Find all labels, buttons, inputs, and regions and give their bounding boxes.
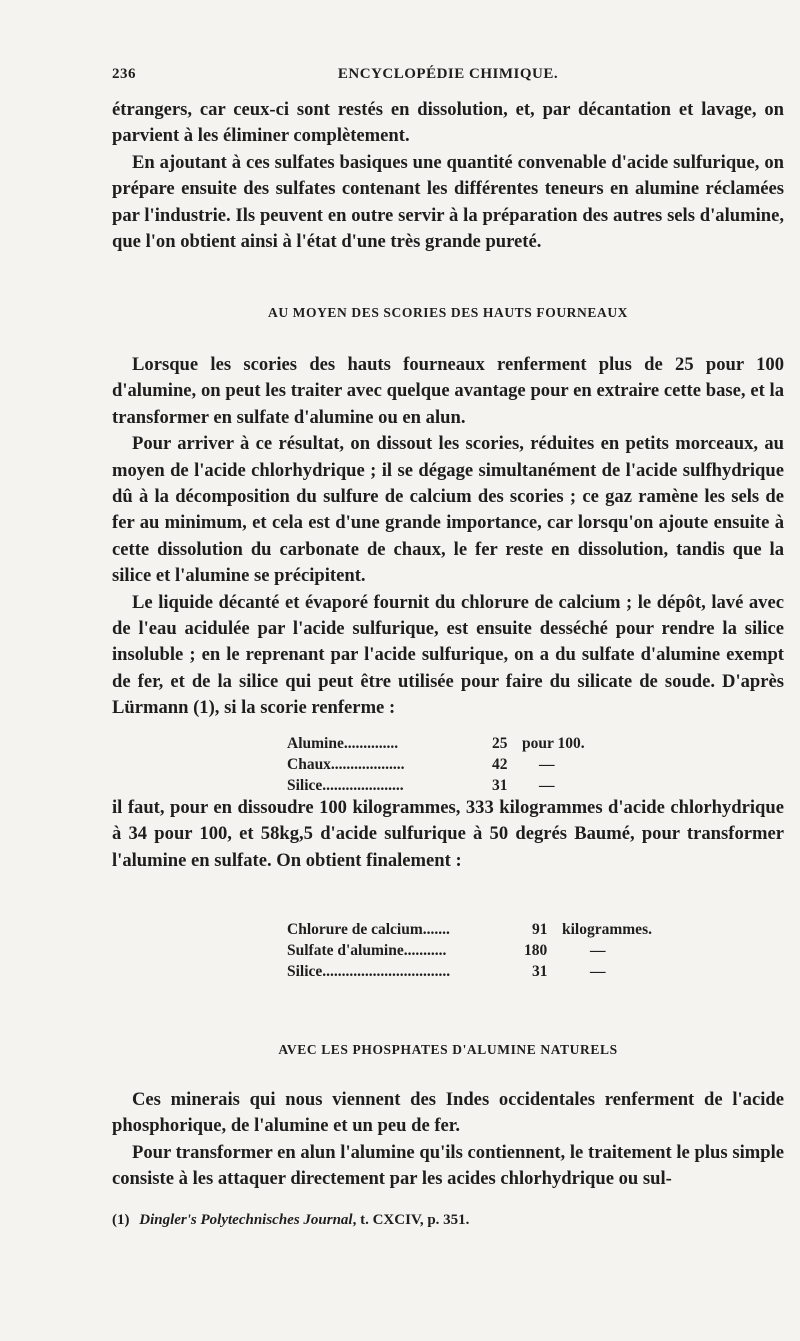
section1-text — [112, 352, 784, 722]
table-label: Silice..................... — [287, 777, 404, 794]
paragraph: étrangers, car ceux-ci sont restés en dissolution, et, par décantation et lavage, on parvient à les éliminer complètement. — [112, 99, 784, 147]
section-heading-phosphates: AVEC LES PHOSPHATES D'ALUMINE NATURELS — [278, 1042, 618, 1057]
paragraph: Le liquide décanté et évaporé fournit du chlorure de calcium ; le dépôt, lavé avec de l'eau acidulée par l'acide sulfurique, est ensuite desséché pour rendre la silice insoluble ; en le reprenant par l'acide sulfurique, on a du sulfate d'alumine exempt de fer, et de la silice qui peut être utilisée pour faire du silicate de soude. D'après Lürmann (1), si la scorie renferme : — [112, 591, 784, 719]
table-value: 31 — [492, 777, 508, 794]
table-label: Sulfate d'alumine........... — [287, 942, 447, 959]
table-unit: — — [539, 777, 555, 794]
table-unit: — — [590, 963, 606, 980]
paragraph: Pour transformer en alun l'alumine qu'ils contiennent, le traitement le plus simple consiste à les attaquer directement par les acides chlorhydrique ou sul- — [112, 1141, 784, 1190]
after-table-text — [112, 795, 784, 874]
intro-block — [112, 97, 784, 255]
table-label: Chaux................... — [287, 756, 405, 773]
table-unit: — — [539, 756, 555, 773]
table-value: 25 — [492, 735, 508, 752]
table-value: 180 — [524, 942, 548, 959]
table-unit: kilogrammes. — [562, 921, 652, 938]
paragraph: Pour arriver à ce résultat, on dissout les scories, réduites en petits morceaux, au moyen de l'acide chlorhydrique ; il se dégage simultanément de l'acide sulfhydrique dû à la décomposition du sulfure de calcium des scories ; ce gaz ramène les sels de fer au minimum, et cela est d'une grande importance, car lorsqu'on ajoute ensuite à cette dissolution du carbonate de chaux, le fer reste en dissolution, tandis que la silice et l'alumine se précipitent. — [112, 433, 784, 587]
paragraph: il faut, pour en dissoudre 100 kilogrammes, 333 kilogrammes d'acide chlorhydrique à 34 pour 100, et 58kg,5 d'acide sulfurique à 50 degrés Baumé, pour transformer l'alumine en sulfate. On obtient finalement : — [112, 797, 784, 871]
table-label: Silice................................. — [287, 963, 451, 980]
paragraph: Ces minerais qui nous viennent des Indes occidentales renferment de l'acide phosphorique, de l'alumine et un peu de fer. — [112, 1089, 784, 1137]
table-value: 31 — [532, 963, 548, 980]
table-unit: — — [590, 942, 606, 959]
table-label: Alumine.............. — [287, 735, 399, 752]
section2-text — [112, 1087, 784, 1193]
table-label: Chlorure de calcium....... — [287, 921, 450, 938]
paragraph: En ajoutant à ces sulfates basiques une quantité convenable d'acide sulfurique, on prépare ensuite des sulfates contenant les différentes teneurs en alumine réclamées par l'industrie. Ils peuvent en outre servir à la préparation des autres sels d'alumine, que l'on obtient ainsi à l'état d'une très grande pureté. — [112, 151, 784, 253]
footnote — [112, 1212, 469, 1229]
table-value: 42 — [492, 756, 508, 773]
section-heading-scories: AU MOYEN DES SCORIES DES HAUTS FOURNEAUX — [267, 305, 629, 320]
footnote-marker: (1) — [112, 1212, 130, 1228]
running-title: ENCYCLOPÉDIE CHIMIQUE. — [337, 66, 559, 82]
paragraph: Lorsque les scories des hauts fourneaux renferment plus de 25 pour 100 d'alumine, on peut les traiter avec quelque avantage pour en extraire cette base, et la transformer en sulfate d'alumine ou en alun. — [112, 354, 784, 428]
table-unit: pour 100. — [522, 735, 585, 752]
table-value: 91 — [532, 921, 548, 938]
footnote-reference: , t. CXCIV, p. 351. — [352, 1212, 470, 1228]
page-number: 236 — [112, 66, 136, 82]
footnote-journal: Dingler's Polytechnisches Journal — [139, 1212, 353, 1228]
page-header — [112, 66, 784, 90]
